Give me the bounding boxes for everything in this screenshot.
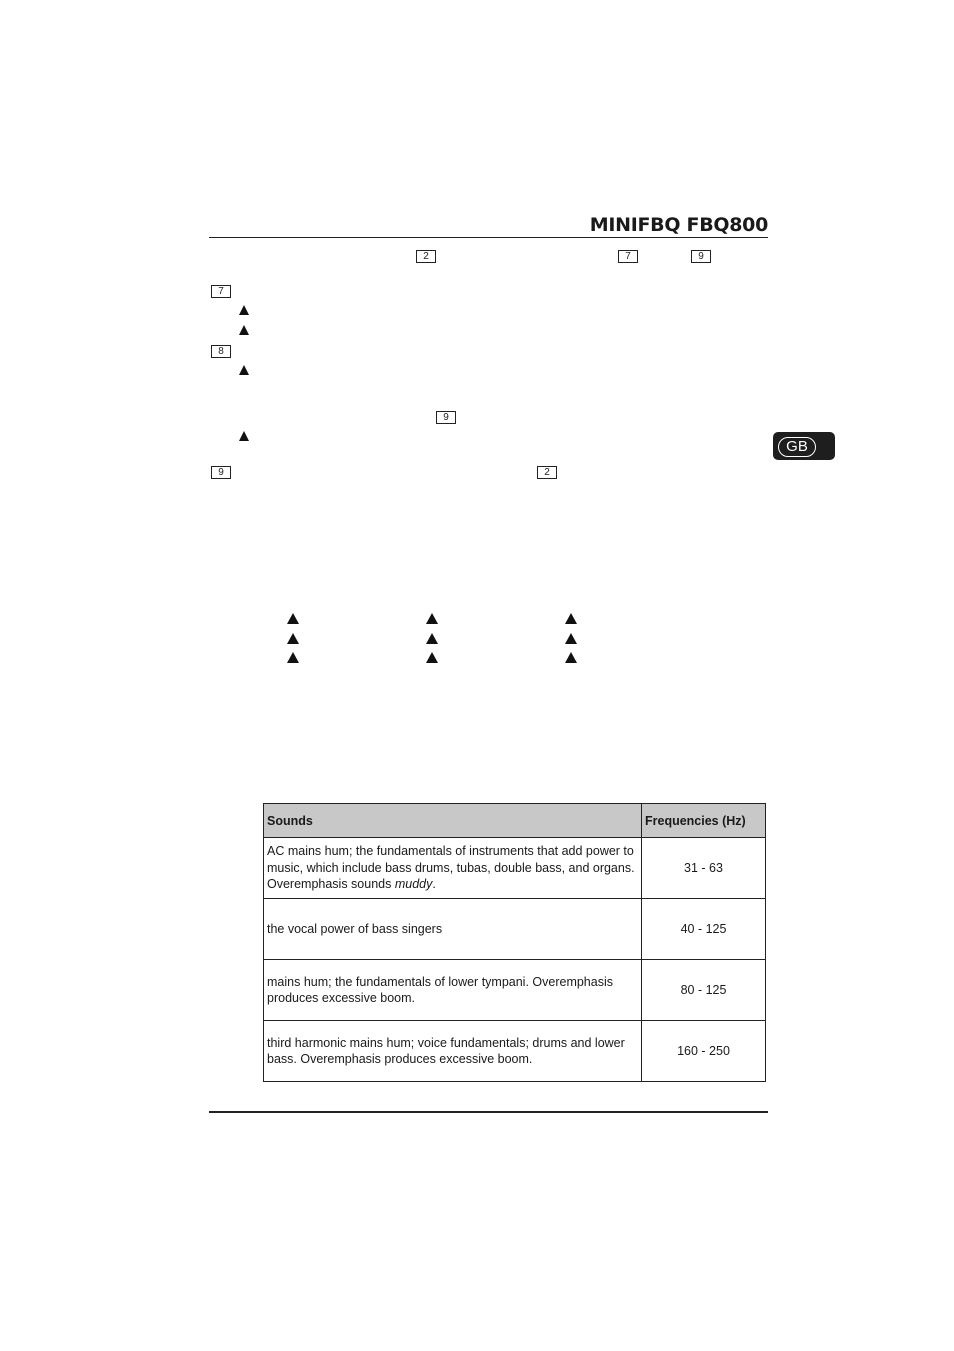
sounds-cell: mains hum; the fundamentals of lower tympani. Overemphasis produces excessive boom. bbox=[264, 960, 642, 1021]
bullet-triangle-icon bbox=[239, 325, 249, 335]
language-tab-label: GB bbox=[778, 437, 816, 457]
ref-box-9-inline: 9 bbox=[436, 411, 456, 424]
bullet-triangle-icon bbox=[287, 613, 299, 624]
table-row bbox=[264, 838, 766, 899]
frequency-cell: 40 - 125 bbox=[642, 899, 766, 960]
ref-box-7: 7 bbox=[618, 250, 638, 263]
sounds-cell: the vocal power of bass singers bbox=[264, 899, 642, 960]
ref-box-2: 2 bbox=[416, 250, 436, 263]
ref-box-2-inline: 2 bbox=[537, 466, 557, 479]
footer-rule bbox=[209, 1111, 768, 1113]
bullet-triangle-icon bbox=[239, 365, 249, 375]
language-tab bbox=[773, 432, 835, 460]
table-row bbox=[264, 899, 766, 960]
column-header-sounds: Sounds bbox=[264, 804, 642, 838]
bullet-triangle-icon bbox=[426, 652, 438, 663]
table-row bbox=[264, 960, 766, 1021]
bullet-triangle-icon bbox=[239, 305, 249, 315]
bullet-triangle-icon bbox=[565, 613, 577, 624]
section-box-7: 7 bbox=[211, 285, 231, 298]
bullet-triangle-icon bbox=[565, 652, 577, 663]
bullet-triangle-icon bbox=[287, 633, 299, 644]
section-box-8: 8 bbox=[211, 345, 231, 358]
column-header-frequencies: Frequencies (Hz) bbox=[642, 804, 766, 838]
section-box-9: 9 bbox=[211, 466, 231, 479]
bullet-triangle-icon bbox=[426, 633, 438, 644]
page-title: MINIFBQ FBQ800 bbox=[589, 214, 768, 236]
sounds-cell: AC mains hum; the fundamentals of instruments that add power to music, which include bass drums, tubas, double bass, and organs. Overemphasis sounds muddy. bbox=[264, 838, 642, 899]
bullet-triangle-icon bbox=[565, 633, 577, 644]
header-rule bbox=[209, 237, 768, 238]
bullet-triangle-icon bbox=[287, 652, 299, 663]
table-header-row bbox=[264, 804, 766, 838]
frequency-cell: 80 - 125 bbox=[642, 960, 766, 1021]
bullet-triangle-icon bbox=[426, 613, 438, 624]
frequency-cell: 31 - 63 bbox=[642, 838, 766, 899]
sounds-cell: third harmonic mains hum; voice fundamentals; drums and lower bass. Overemphasis produces excessive boom. bbox=[264, 1021, 642, 1082]
frequency-table bbox=[263, 803, 766, 1082]
table-row bbox=[264, 1021, 766, 1082]
ref-box-9: 9 bbox=[691, 250, 711, 263]
bullet-triangle-icon bbox=[239, 431, 249, 441]
frequency-cell: 160 - 250 bbox=[642, 1021, 766, 1082]
